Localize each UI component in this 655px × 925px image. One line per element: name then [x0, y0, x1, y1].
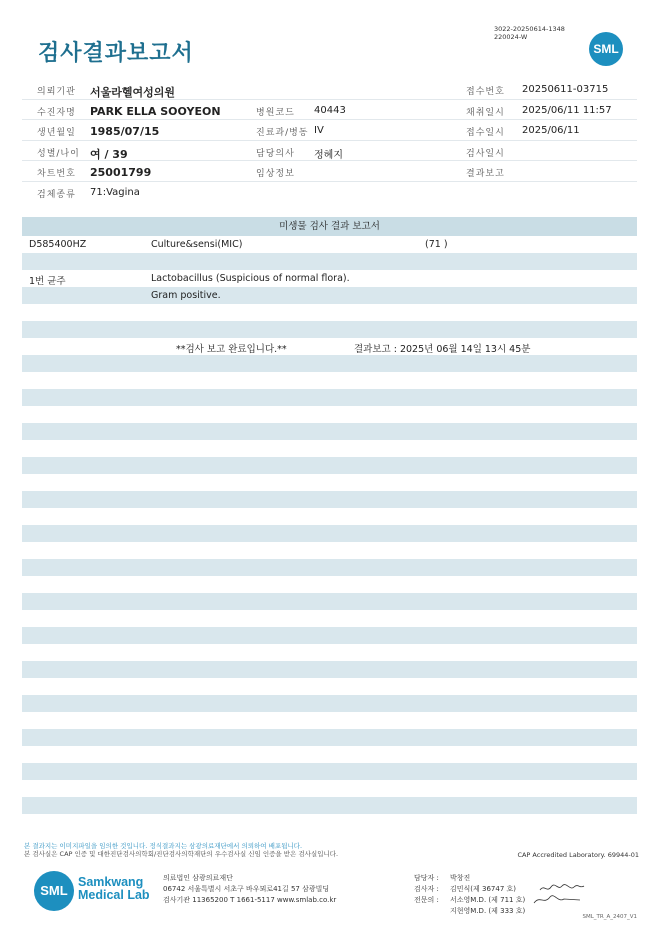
sex-age-label: 성별/나이: [37, 148, 80, 159]
test-name: Culture&sensi(MIC): [151, 239, 243, 250]
document-id: [494, 26, 565, 41]
info-row: [22, 79, 637, 100]
specimen-type-value: 71:Vagina: [90, 186, 140, 198]
brand-line-2: Medical Lab: [78, 888, 150, 902]
info-row: [22, 161, 637, 182]
org-contact: 검사기관 11365200 T 1661-5117 www.smlab.co.kr: [163, 896, 337, 904]
page-title: 검사결과보고서: [38, 41, 194, 66]
document-id-line2: 220024-W: [494, 32, 528, 41]
birth-date-value: 1985/07/15: [90, 125, 160, 138]
hospital-code-value: 40443: [314, 104, 346, 116]
completion-message: **검사 보고 완료입니다.**: [176, 344, 287, 355]
chart-number-label: 차트번호: [37, 169, 76, 179]
specialist-value-2: 지현영M.D. (제 333 호): [450, 907, 526, 915]
tester-value: 김민식(제 36747 호): [450, 885, 516, 893]
patient-info-table: [22, 79, 637, 202]
clinical-info-label: 임상정보: [256, 169, 295, 179]
isolate-gram: Gram positive.: [151, 290, 221, 301]
tester-label: 검사자 :: [414, 885, 439, 893]
info-row: [22, 141, 637, 162]
info-row: [22, 120, 637, 141]
received-time-value: 2025/06/11: [522, 125, 580, 136]
footer-notice: [24, 842, 338, 858]
notice-line-1: 본 결과지는 이미지파일을 임의한 것입니다. 정식결과지는 삼광의료재단에서 의뢰하여 배포됩니다.: [24, 842, 303, 850]
staff-row: [414, 873, 525, 884]
isolate-label: 1번 균주: [29, 276, 66, 287]
info-row: [22, 182, 637, 203]
specialist-signature-icon: [532, 891, 582, 907]
receipt-number-value: 20250611-03715: [522, 84, 609, 95]
specimen-type-label: 검체종류: [37, 189, 76, 200]
form-code: SML_TR_A_2407_V1: [582, 914, 637, 920]
test-code: D585400HZ: [29, 239, 87, 250]
requesting-institution-value: 서울라헬여성의원: [90, 86, 176, 99]
test-time-label: 검사일시: [466, 148, 505, 159]
specialist-value-1: 서소영M.D. (제 711 호): [450, 896, 526, 904]
sml-logo: SML: [589, 32, 623, 66]
manager-value: 박창진: [450, 874, 471, 882]
receipt-number-label: 접수번호: [466, 87, 505, 97]
staff-row: [414, 895, 525, 906]
brand-line-1: Samkwang: [78, 875, 144, 889]
report-body-stripes: [22, 236, 637, 831]
patient-name-value: PARK ELLA SOOYEON: [90, 104, 221, 118]
test-specimen-code: (71 ): [425, 239, 448, 250]
collection-time-label: 채취일시: [466, 107, 505, 118]
document-id-line1: 3022-20250614-1348: [494, 25, 565, 33]
result-report-label: 결과보고: [466, 169, 505, 179]
report-section-title: 미생물 검사 결과 보고서: [22, 217, 637, 236]
hospital-code-label: 병원코드: [256, 107, 295, 118]
physician-label: 담당의사: [256, 148, 295, 159]
birth-date-label: 생년월일: [37, 128, 76, 138]
brand-name: [78, 876, 150, 902]
report-timestamp: 결과보고 : 2025년 06월 14일 13시 45분: [354, 344, 531, 355]
department-value: IV: [314, 125, 324, 136]
sml-footer-logo: SML: [34, 871, 74, 911]
sex-age-value: 여 / 39: [90, 147, 128, 161]
staff-row: [414, 884, 525, 895]
specialist-label: 전문의 :: [414, 896, 439, 904]
requesting-institution-label: 의뢰기관: [37, 87, 76, 97]
isolate-organism: Lactobacillus (Suspicious of normal flora).: [151, 273, 350, 284]
physician-value: 정혜지: [314, 149, 343, 161]
patient-name-label: 수진자명: [37, 107, 76, 118]
info-row: [22, 100, 637, 121]
received-time-label: 접수일시: [466, 128, 505, 138]
org-address: 06742 서울특별시 서초구 바우뫼로41길 57 삼광빌딩: [163, 885, 330, 893]
chart-number-value: 25001799: [90, 166, 152, 179]
collection-time-value: 2025/06/11 11:57: [522, 104, 612, 116]
notice-line-2: 본 검사실은 CAP 인증 및 대한진단검사의학회/진단검사의학재단의 우수검사실 신임 인증을 받은 검사실입니다.: [24, 850, 339, 858]
cap-accreditation: CAP Accredited Laboratory. 69944-01: [517, 851, 639, 859]
manager-label: 담당자 :: [414, 874, 439, 882]
department-label: 진료과/병동: [256, 128, 309, 138]
org-name: 의료법인 삼광의료재단: [163, 874, 233, 882]
organization-info: [163, 873, 336, 906]
staff-info: [414, 873, 525, 917]
staff-row: [414, 906, 525, 917]
